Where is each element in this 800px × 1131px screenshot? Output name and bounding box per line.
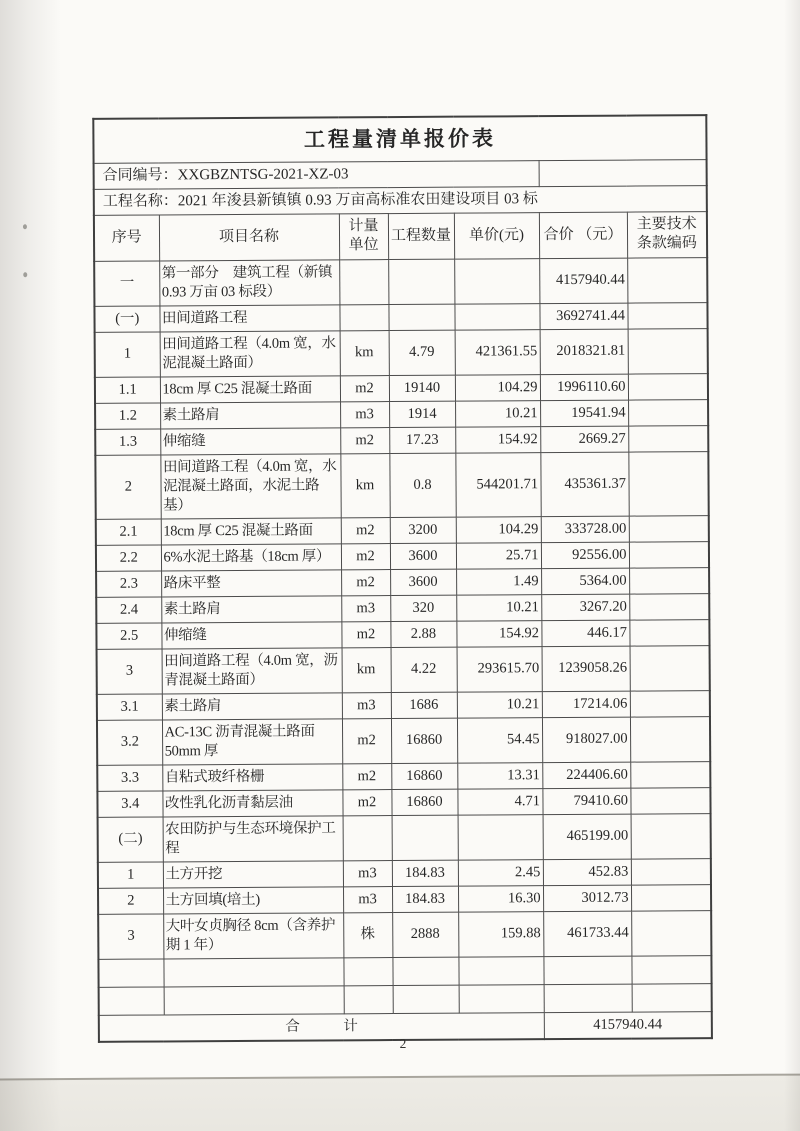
- table-row: [97, 690, 710, 720]
- cell-unit-price: 544201.71: [455, 452, 540, 517]
- cell-unit-price: 54.45: [457, 717, 542, 763]
- cell-no: 1: [98, 861, 163, 887]
- cell-quantity: 0.8: [389, 453, 455, 517]
- cell-tech-code: [630, 716, 710, 761]
- cell-no: (一): [94, 305, 159, 331]
- cell-item-name: 素土路肩: [162, 692, 342, 719]
- cell-no: 2.1: [96, 518, 161, 544]
- table-row: [98, 813, 711, 862]
- cell-total: 918027.00: [542, 717, 630, 763]
- cell-no: (二): [98, 816, 163, 861]
- cell-unit-price: [454, 303, 539, 330]
- cell-total: 224406.60: [542, 762, 630, 789]
- cell-unit: [339, 304, 388, 330]
- cell-item-name: 素土路肩: [161, 595, 341, 622]
- cell-item-name: 田间道路工程: [159, 304, 339, 331]
- cell-item-name: 自粘式玻纤格栅: [162, 763, 342, 790]
- cell-item-name: 农田防护与生态环境保护工程: [163, 815, 343, 861]
- cell-item-name: 18cm 厚 C25 混凝土路面: [161, 517, 341, 544]
- cell-total: [544, 984, 632, 1013]
- cell-no: 3.2: [97, 719, 162, 764]
- cell-item-name: AC-13C 沥青混凝土路面 50mm 厚: [162, 718, 342, 764]
- cell-item-name: 改性乳化沥青黏层油: [162, 789, 342, 816]
- contract-blank-cell: [539, 159, 707, 186]
- cell-no: 3.3: [97, 764, 162, 790]
- col-header-no: 序号: [94, 214, 159, 260]
- table-row: [98, 858, 711, 888]
- cell-no: 2.5: [96, 622, 161, 648]
- cell-quantity: 184.83: [392, 860, 458, 886]
- cell-unit: km: [340, 453, 389, 517]
- cell-no: 2.2: [96, 544, 161, 570]
- table-row: [97, 645, 710, 694]
- project-name-cell: [94, 185, 707, 215]
- column-header-row: [94, 211, 707, 261]
- cell-no: 一: [94, 260, 159, 305]
- table-row: [96, 515, 709, 545]
- cell-tech-code: [627, 302, 707, 328]
- cell-quantity: [392, 815, 458, 860]
- table-row: [97, 787, 710, 817]
- cell-quantity: 4.79: [389, 330, 455, 375]
- cell-unit-price: [454, 258, 539, 304]
- cell-unit-price: 4.71: [457, 788, 542, 815]
- cell-tech-code: [630, 787, 710, 813]
- cell-no: 3.4: [97, 790, 162, 816]
- cell-total: [543, 956, 631, 985]
- col-header-total-price: 合价 （元）: [539, 212, 627, 259]
- cell-tech-code: [629, 593, 709, 619]
- cell-tech-code: [630, 761, 710, 787]
- cell-tech-code: [629, 619, 709, 645]
- cell-unit-price: 159.88: [458, 911, 543, 957]
- table-row: [99, 983, 712, 1015]
- title-row: [93, 115, 706, 163]
- cell-quantity: [388, 259, 454, 304]
- cell-tech-code: [629, 567, 709, 593]
- cell-item-name: 伸缩缝: [160, 427, 340, 454]
- table-row: [94, 302, 707, 332]
- cell-unit-price: 10.21: [456, 594, 541, 621]
- cell-unit-price: 25.71: [456, 542, 541, 569]
- cell-unit: m2: [342, 718, 391, 763]
- cell-tech-code: [628, 328, 708, 373]
- cell-total: 461733.44: [543, 911, 631, 957]
- cell-quantity: 1686: [391, 692, 457, 718]
- cell-unit-price: 154.92: [456, 620, 541, 647]
- table-row: [95, 425, 708, 455]
- sum-total-value: 4157940.44: [544, 1011, 712, 1039]
- cell-tech-code: [631, 955, 711, 983]
- page-number: 2: [399, 1035, 407, 1052]
- cell-quantity: 2888: [392, 912, 458, 957]
- col-header-item-name: 项目名称: [159, 213, 339, 260]
- cell-unit: m3: [343, 860, 392, 886]
- cell-unit: m2: [342, 763, 391, 789]
- cell-total: 452.83: [543, 859, 631, 886]
- cell-tech-code: [631, 910, 711, 955]
- cell-no: 3: [97, 648, 162, 693]
- table-row: [95, 328, 708, 377]
- table-row: [95, 399, 708, 429]
- cell-unit: m2: [342, 789, 391, 815]
- cell-unit: m2: [341, 543, 390, 569]
- sum-label: 合 计: [99, 1012, 544, 1041]
- col-header-unit: 计量 单位: [339, 213, 388, 259]
- cell-quantity: 16860: [391, 789, 457, 815]
- cell-total: 446.17: [541, 620, 629, 647]
- cell-tech-code: [628, 373, 708, 399]
- cell-quantity: 4.22: [391, 647, 457, 692]
- cell-quantity: 17.23: [389, 427, 455, 453]
- table-row: [96, 619, 709, 649]
- cell-unit-price: [459, 984, 544, 1013]
- scan-speck: [23, 272, 27, 277]
- table-row: [96, 541, 709, 571]
- cell-no: 1.3: [95, 428, 160, 454]
- project-name-value: 2021 年浚县新镇镇 0.93 万亩高标准农田建设项目 03 标: [177, 190, 538, 209]
- cell-unit: m3: [343, 886, 392, 912]
- table-row: [97, 716, 710, 765]
- cell-unit: [343, 815, 392, 860]
- cell-item-name: 第一部分 建筑工程（新镇 0.93 万亩 03 标段）: [159, 259, 339, 305]
- cell-item-name: 18cm 厚 C25 混凝土路面: [160, 375, 340, 402]
- document-title: 工程量清单报价表: [93, 115, 706, 163]
- cell-total: 1239058.26: [542, 646, 630, 692]
- col-header-quantity: 工程数量: [388, 213, 454, 259]
- cell-unit-price: [458, 956, 543, 985]
- cell-no: 1: [95, 331, 160, 376]
- cell-unit-price: 104.29: [455, 374, 540, 401]
- cell-item-name: 土方回填(培土): [163, 886, 343, 913]
- cell-no: [99, 986, 164, 1014]
- cell-tech-code: [629, 515, 709, 541]
- project-name-row: [94, 185, 707, 215]
- cell-quantity: 320: [390, 595, 456, 621]
- cell-item-name: [163, 957, 343, 986]
- cell-total: 333728.00: [541, 516, 629, 543]
- cell-no: 2: [95, 454, 160, 518]
- cell-unit-price: 421361.55: [455, 329, 540, 375]
- cell-unit: m3: [341, 595, 390, 621]
- cell-unit: m2: [341, 569, 390, 595]
- cell-unit: m3: [342, 692, 391, 718]
- cell-unit: km: [340, 330, 389, 375]
- cell-total: 92556.00: [541, 542, 629, 569]
- cell-unit-price: 10.21: [455, 400, 540, 427]
- cell-unit-price: 10.21: [457, 691, 542, 718]
- cell-tech-code: [628, 425, 708, 451]
- cell-no: 3: [98, 913, 163, 958]
- cell-item-name: 田间道路工程（4.0m 宽，沥青混凝土路面）: [162, 647, 342, 693]
- contract-number-cell: [94, 160, 539, 189]
- cell-total: 1996110.60: [540, 374, 628, 401]
- cell-quantity: 16860: [391, 718, 457, 763]
- cell-total: 3692741.44: [539, 303, 627, 330]
- cell-tech-code: [628, 399, 708, 425]
- scan-speck: [23, 224, 27, 229]
- cell-unit: [343, 957, 392, 985]
- table-row: [95, 451, 708, 519]
- cell-total: 17214.06: [542, 691, 630, 718]
- cell-total: 4157940.44: [539, 258, 627, 304]
- cell-tech-code: [627, 257, 707, 302]
- cell-quantity: 16860: [391, 763, 457, 789]
- cell-quantity: [392, 957, 458, 985]
- cell-total: 19541.94: [540, 400, 628, 427]
- cell-unit-price: 154.92: [455, 426, 540, 453]
- project-name-label: 工程名称：: [102, 192, 178, 210]
- cell-no: 2.4: [96, 596, 161, 622]
- cell-total: 3267.20: [541, 594, 629, 621]
- table-row: [96, 593, 709, 623]
- table-body: [93, 115, 711, 1015]
- cell-quantity: [393, 985, 459, 1013]
- cell-unit: m2: [341, 621, 390, 647]
- cell-quantity: 184.83: [392, 886, 458, 912]
- cell-item-name: [164, 985, 344, 1014]
- cell-unit: 株: [343, 912, 392, 957]
- table-row: [95, 373, 708, 403]
- cell-unit-price: 293615.70: [457, 646, 542, 692]
- table-row: [98, 884, 711, 914]
- cell-quantity: [388, 304, 454, 330]
- cell-item-name: 素土路肩: [160, 401, 340, 428]
- paper-edge-line: [0, 1073, 800, 1131]
- cell-no: 2: [98, 887, 163, 913]
- cell-unit: km: [342, 647, 391, 692]
- table-row: [98, 955, 711, 987]
- cell-tech-code: [628, 451, 708, 515]
- table-row: [98, 910, 711, 959]
- contract-number-value: XXGBZNTSG-2021-XZ-03: [177, 165, 349, 183]
- cell-total: 465199.00: [543, 814, 631, 860]
- cell-unit-price: 16.30: [458, 885, 543, 912]
- cell-unit: m2: [340, 375, 389, 401]
- table-row: [94, 257, 707, 306]
- col-header-unit-price: 单价(元): [454, 212, 539, 259]
- cell-total: 2669.27: [540, 426, 628, 453]
- cell-no: 3.1: [97, 693, 162, 719]
- cell-unit-price: 104.29: [456, 516, 541, 543]
- cell-unit: [339, 259, 388, 304]
- cell-item-name: 伸缩缝: [161, 621, 341, 648]
- cell-quantity: 1914: [389, 401, 455, 427]
- cell-no: 1.2: [95, 402, 160, 428]
- cell-tech-code: [631, 884, 711, 910]
- cell-unit-price: 13.31: [457, 762, 542, 789]
- cell-item-name: 土方开挖: [163, 860, 343, 887]
- cell-item-name: 大叶女贞胸径 8cm（含养护期 1 年）: [163, 912, 343, 958]
- cell-tech-code: [631, 858, 711, 884]
- cell-unit: m2: [340, 427, 389, 453]
- cell-unit: [344, 985, 393, 1013]
- cell-tech-code: [631, 813, 711, 858]
- cell-quantity: 3600: [390, 543, 456, 569]
- cell-no: 1.1: [95, 376, 160, 402]
- table-row: [96, 567, 709, 597]
- cell-unit: m3: [340, 401, 389, 427]
- cell-total: 2018321.81: [540, 329, 628, 375]
- cell-quantity: 2.88: [390, 621, 456, 647]
- cell-item-name: 田间道路工程（4.0m 宽，水泥混凝土路面，水泥土路基）: [160, 453, 340, 518]
- cell-item-name: 路床平整: [161, 569, 341, 596]
- cell-quantity: 3200: [390, 517, 456, 543]
- cell-tech-code: [630, 645, 710, 690]
- cell-total: 3012.73: [543, 885, 631, 912]
- cell-tech-code: [632, 983, 712, 1011]
- cell-total: 435361.37: [540, 452, 628, 517]
- cell-quantity: 3600: [390, 569, 456, 595]
- contract-number-label: 合同编号：: [102, 166, 178, 184]
- quote-table: [92, 114, 713, 1042]
- table-row: [97, 761, 710, 791]
- cell-no: [98, 958, 163, 986]
- cell-item-name: 田间道路工程（4.0m 宽，水泥混凝土路面）: [160, 330, 340, 376]
- cell-tech-code: [629, 541, 709, 567]
- cell-no: 2.3: [96, 570, 161, 596]
- cell-tech-code: [630, 690, 710, 716]
- cell-unit-price: 1.49: [456, 568, 541, 595]
- col-header-tech-code: 主要技术 条款编码: [627, 211, 707, 257]
- cell-total: 79410.60: [542, 788, 630, 815]
- cell-unit-price: 2.45: [458, 859, 543, 886]
- cell-quantity: 19140: [389, 375, 455, 401]
- cell-total: 5364.00: [541, 568, 629, 595]
- cell-unit-price: [458, 814, 543, 860]
- contract-number-row: [94, 159, 707, 189]
- cell-item-name: 6%水泥土路基（18cm 厚）: [161, 543, 341, 570]
- cell-unit: m2: [341, 517, 390, 543]
